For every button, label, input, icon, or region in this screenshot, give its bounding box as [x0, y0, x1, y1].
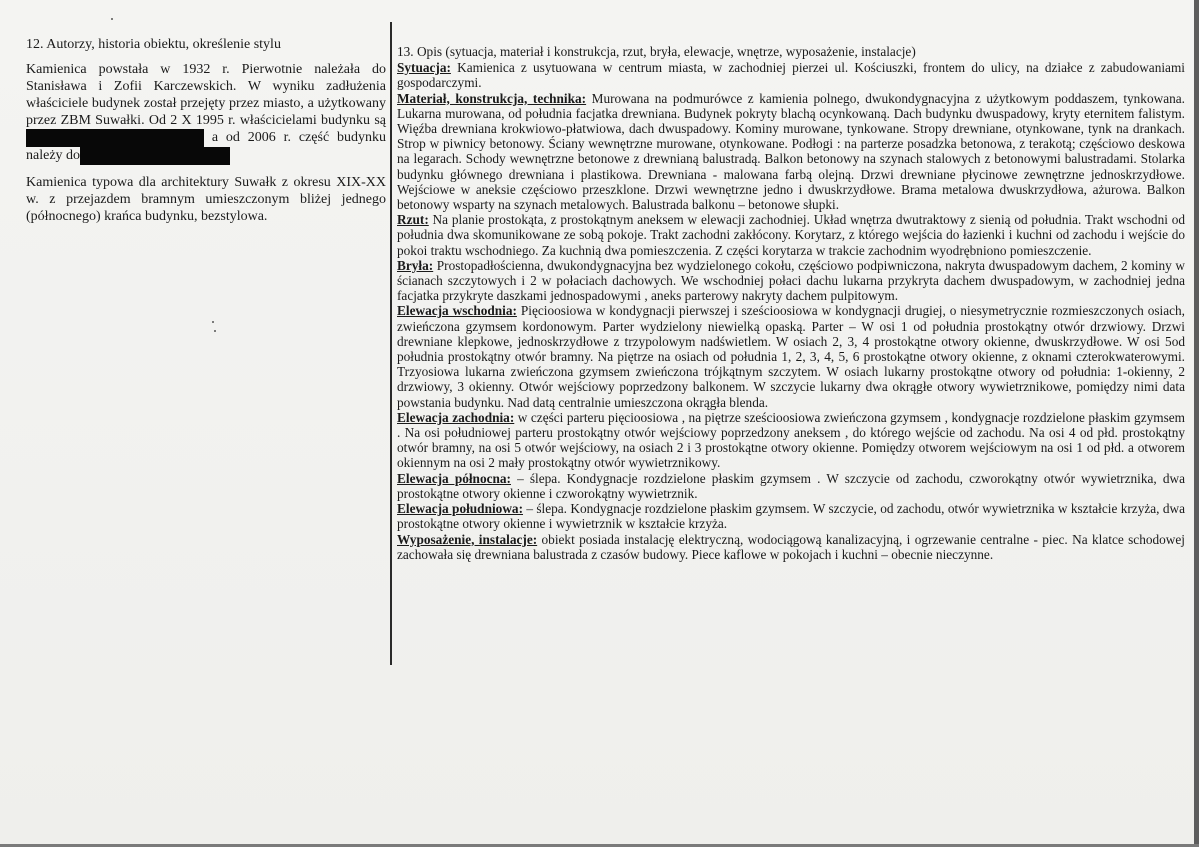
section-text: Murowana na podmurówce z kamienia polnego, dwukondygnacyjna z użytkowym poddaszem, tynkowana. Lukarna murowana, od południa facjatka drewniana. Budynek pokryty blachą ocynkowaną. Dach budynku dwuspadowy, kryty eternitem falistym. Więźba drewniana krokwiowo-płatwiowa, dach dwuspadowy. Kominy murowane, tynkowane. Stropy drewniane, otynkowane, tynk na drankach. Strop w piwnicy betonowy. Ściany wewnętrzne murowane, otynkowane. Podłogi : na parterze posadzka betonowa, z terakotą; częściowo deskowa na legarach. Schody wewnętrzne betonowe z drewnianą balustradą. Balkon betonowy na szynach stalowych z betonowymi balustradami. Stolarka budynku głównego drewniana i plastikowa. Drewniana - malowana farbą olejną. Drzwi drewniane płycinowe zewnętrzne jednoskrzydłowe. Wejściowe w aneksie częściowo przeszklone. Drzwi wewnętrzne jedno i dwuskrzydłowe. Brama metalowa dwuskrzydłowa, ażurowa. Balkon betonowy wsparty na szynach metalowych. Balustrada balkonu – betonowe słupki. [397, 90, 1185, 213]
section-text: – ślepa. Kondygnacje rozdzielone płaskim gzymsem . W szczycie od zachodu, czworokątny otwór wywietrznika, dwa prostokątne otwory okienne i czworokątny wywietrznik. [397, 470, 1185, 501]
section-elewacja-polnocna [397, 471, 1185, 501]
section-label: Elewacja wschodnia: [397, 303, 517, 319]
history-text-part1: Kamienica powstała w 1932 r. Pierwotnie należała do Stanisława i Zofii Karczewskich. W wyniku zadłużenia właściciele budynek został przejęty przez miasto, a użytkowany przez ZBM Suwałki. Od 2 X 1995 r. właścicielami budynku są [26, 62, 386, 128]
section-label: Elewacja zachodnia: [397, 409, 515, 425]
section-label: Bryła: [397, 257, 434, 273]
redaction-bar [26, 129, 204, 147]
section-elewacja-poludniowa [397, 501, 1185, 531]
redaction-bar [80, 147, 230, 165]
scan-speck [214, 330, 216, 332]
scan-speck [111, 18, 113, 20]
section-13-heading: 13. Opis (sytuacja, materiał i konstrukcja, rzut, bryła, elewacje, wnętrze, wyposażenie, instalacje) [397, 44, 916, 59]
section-text: obiekt posiada instalację elektryczną, wodociągową kanalizacyjną, i ogrzewanie centralne - piec. Na klatce schodowej zachowała się drewniana balustrada z czasów budowy. Piece kaflowe w pokojach i kuchni – obecnie nieczynne. [397, 531, 1185, 562]
section-bryla [397, 258, 1185, 304]
section-12-heading: 12. Autorzy, historia obiektu, określenie stylu [26, 37, 281, 52]
section-text: Pięcioosiowa w kondygnacji pierwszej i sześcioosiowa w kondygnacji drugiej, o niesymetrycznie rozmieszczonych osiach, zwieńczona gzymsem kordonowym. Parter wydzielony niewielką opaską. Parter – W osi 1 od południa prostokątny otwór drzwiowy. Drzwi drewniane klepkowe, jednoskrzydłowe z trzypolowym nadświetlem. W osiach 2, 3, 4 prostokątne otwory okienne, dwuskrzydłowe. W osi 5od południa prostokątny otwór bramny. Na piętrze na osiach od południa 1, 2, 3, 4, 5, 6 prostokątne otwory okienne, z oknami czterokwaterowymi. Trzyosiowa lukarna zwieńczona gzymsem zwieńczona trójkątnym szczytem. W osiach lukarny prostokątne otwory od południa: 1-okienny, 2 drzwiowy, 3 okienny. Otwór wejściowy poprzedzony balkonem. W szczycie lukarny dwa okrągłe otwory wywietrznikowe, pomiędzy nimi data powstania budynku. Nad datą centralnie umieszczona okrągła blenda. [397, 303, 1185, 410]
history-paragraph [26, 61, 386, 165]
section-label: Rzut: [397, 212, 429, 228]
section-wyposazenie [397, 532, 1185, 562]
history-text-part2: a od 2006 r. część budynku należy do [26, 130, 386, 164]
section-text: w części parteru pięcioosiowa , na piętrze sześcioosiowa zwieńczona gzymsem , kondygnacje rozdzielone płaskim gzymsem . Na osi południowej parteru prostokątny otwór wejściowy poprzedzony aneksem , do którego wejście od zachodu. Na osi 4 od płd. prostokątny otwór bramny, na osi 5 otwór wejściowy, na osiach 2 i 3 prostokątne otwory okienne. Pomiędzy otworem wejściowym na osi 1 od płd. a otworem okiennym na osi 2 mały prostokątny otwór wywietrznikowy. [397, 409, 1185, 471]
section-rzut [397, 212, 1185, 258]
scan-speck [212, 321, 214, 323]
scan-edge [1194, 0, 1199, 847]
section-text: Kamienica z usytuowana w centrum miasta, w zachodniej pierzei ul. Kościuszki, frontem do ulicy, na działce z zabudowaniami gospodarczymi. [397, 60, 1185, 91]
section-label: Sytuacja: [397, 60, 451, 76]
column-divider [390, 22, 392, 665]
section-text: – ślepa. Kondygnacje rozdzielone płaskim gzymsem. W szczycie, od zachodu, otwór wywietrznika w kształcie krzyża, dwa prostokątne otwory okienne i wywietrznik w kształcie krzyża. [397, 501, 1185, 532]
left-column [26, 36, 386, 234]
section-material [397, 91, 1185, 213]
section-elewacja-wschodnia [397, 303, 1185, 409]
style-paragraph: Kamienica typowa dla architektury Suwałk z okresu XIX-XX w. z przejazdem bramnym umieszczonym bliżej jednego (północnego) krańca budynku, bezstylowa. [26, 175, 386, 224]
section-elewacja-zachodnia [397, 410, 1185, 471]
section-label: Elewacja północna: [397, 470, 511, 486]
section-label: Elewacja południowa: [397, 501, 523, 517]
section-text: Prostopadłościenna, dwukondygnacyjna bez wydzielonego cokołu, częściowo podpiwniczona, nakryta dwuspadowym dachem, 2 kominy w ścianach szczytowych i 2 w połaciach dachowych. We wschodniej połaci dachu lukarna przykryta dachem dwuspadowym, w zachodniej jedna facjatka przykryte daszkami jednospadowymi , aneks parterowy nakryty dachem pulpitowym. [397, 257, 1185, 304]
section-label: Wyposażenie, instalacje: [397, 531, 538, 547]
right-column [397, 44, 1185, 562]
section-label: Materiał, konstrukcja, technika: [397, 90, 587, 106]
section-sytuacja [397, 60, 1185, 90]
section-text: Na planie prostokąta, z prostokątnym aneksem w elewacji zachodniej. Układ wnętrza dwutraktowy z sienią od południa. Trakt wschodni od południa dwa skomunikowane ze sobą pokoje. Trakt zachodni zakłócony. Korytarz, z którego wejścia do łazienki i kuchni od zachodu i wejście do pokoi traktu wschodniego. Za kuchnią dwa pomieszczenia. Z części korytarza w trakcie zachodnim wyodrębniono pomieszczenie. [397, 212, 1185, 258]
